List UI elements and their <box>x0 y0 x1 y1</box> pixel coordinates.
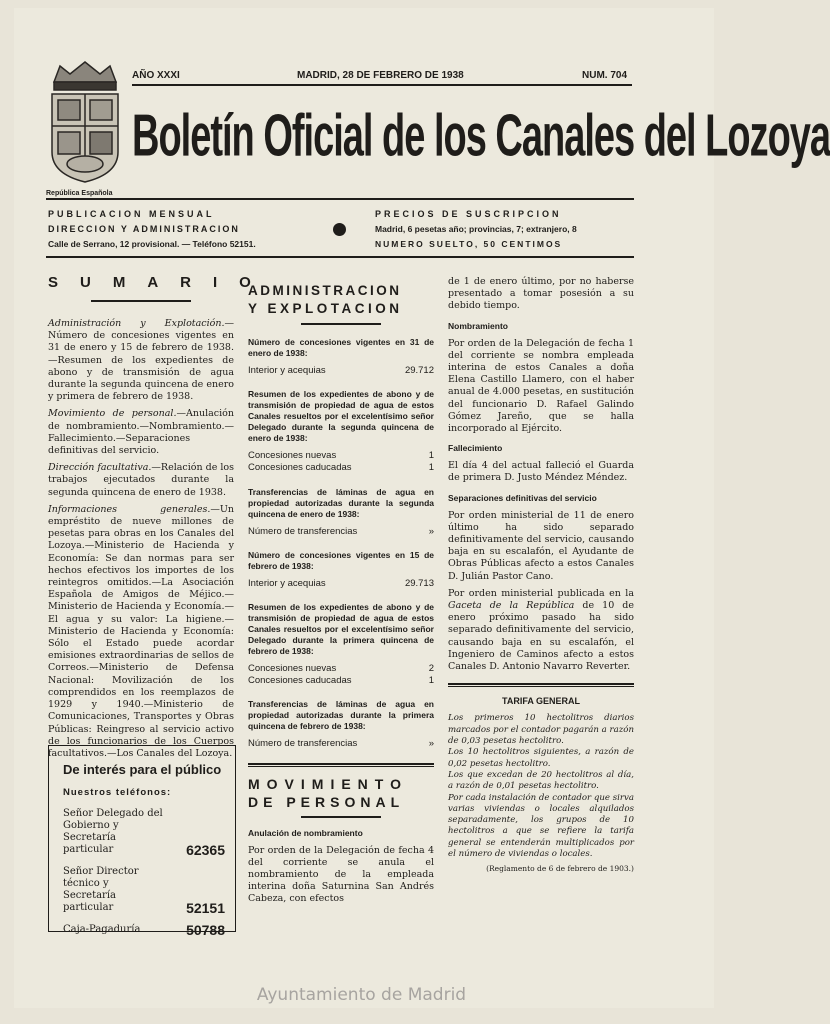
tarifa-double-rule <box>448 683 634 685</box>
continued-text: de 1 de enero último, por no haberse presentado a tomar posesión a su debido tiempo. <box>448 276 634 312</box>
admin-column <box>248 282 434 911</box>
fallecimiento-title: Fallecimiento <box>448 443 503 454</box>
anulacion-title: Anulación de nombramiento <box>248 827 363 838</box>
address-phone: Calle de Serrano, 12 provisional. — Teléfono 52151. <box>48 239 256 249</box>
admin-block-title: Número de concesiones vigentes en 15 de febrero de 1938: <box>248 549 434 571</box>
separaciones-title: Separaciones definitivas del servicio <box>448 492 597 503</box>
sumario-heading: SUMARIO <box>48 274 273 291</box>
movimiento-heading-2: DE PERSONAL <box>248 793 405 810</box>
phone-row: Caja-Pagaduría 50788 <box>63 922 225 938</box>
subscription-prices: Madrid, 6 pesetas año; provincias, 7; extranjero, 8 <box>375 224 577 234</box>
admin-row: Concesiones caducadas 1 <box>248 462 434 474</box>
tarifa-body: Los primeros 10 hectolitros diarios marcados por el contador pagarán a razón de 0,03 pesetas hectolitro. Los 10 hectolitros siguientes, a razón de 0,02 pesetas hectolitro. Los que excedan de 20 hectolitros al día, a razón de 0,01 pesetas hectolitro. Por cada instalación de contador que sirva varias viviendas o locales alquilados separadamente, los grupos de 10 hectolitros a que se refiere la tarifa general se entenderán multiplicados por el número de viviendas o locales. <box>448 713 634 860</box>
publication-frequency: PUBLICACION MENSUAL <box>48 209 215 219</box>
nombramiento-text: Por orden de la Delegación de fecha 1 del corriente se nombra empleada interina de estos Canales a doña Elena Castillo Llamero, con el haber anual de 4.000 pesetas, en sustitución del funcionario D. Rafael Galindo Gómez Jareño, que se halla incorporado al Ejército. <box>448 337 634 435</box>
separaciones-text-1: Por orden ministerial de 11 de enero último ha sido separado definitivamente del servicio, causando baja en su escalafón, el Ayudante de Obras Públicas afecto a estos Canales D. Julián Pastor Cano. <box>448 509 634 582</box>
phones-subtitle: Nuestros teléfonos: <box>63 787 172 798</box>
year-label: AÑO XXXI <box>132 70 180 81</box>
admin-rule <box>301 323 381 325</box>
admin-row: Concesiones caducadas 1 <box>248 675 434 687</box>
phone-row: Señor Director técnico y Secretaría particular 52151 <box>63 866 225 916</box>
sumario-item: Informaciones generales.—Un empréstito de nueve millones de pesetas para obras en los Canales del Lozoya.—Ministerio de Hacienda y Economía: Se dan normas para ser hechos efectivos los importes de los reintegros omitidos.—La Asociación Española de Amigos de Méjico.—Ministerio de Hacienda y Economía.—El agua y su valor: La higiene.—Ministerio de Hacienda y Economía: Sólo el Estado puede acordar emisiones extraordinarias de sellos de Correos.—Ministerio de Defensa Nacional: Movilización de los comprendidos en los reemplazos de 1929 y 1940.—Ministerio de Comunicaciones, Transportes y Obras Públicas: Reingreso al servicio activo de los funcionarios de los Cuerpos facultativos.—Los Canales del Lozoya. <box>48 503 234 759</box>
section-double-rule-thin <box>248 766 434 767</box>
tarifa-note: (Reglamento de 6 de febrero de 1903.) <box>486 864 634 874</box>
admin-block-title: Número de concesiones vigentes en 31 de enero de 1938: <box>248 337 434 358</box>
admin-row: Interior y acequias 29.712 <box>248 365 434 376</box>
coat-of-arms-icon <box>46 60 124 186</box>
sumario-item: Administración y Explotación.—Número de concesiones vigentes en 31 de enero y 15 de febrero de 1938.—Resumen de los expedientes de abono y de transmisión de agua durante la segunda quincena de enero y primera de febrero de 1938. <box>48 318 234 403</box>
dateline: MADRID, 28 DE FEBRERO DE 1938 <box>297 70 464 81</box>
admin-block-title: Transferencias de láminas de agua en propiedad autorizadas durante la primera quincena de febrero de 1938: <box>248 699 434 732</box>
bullet-icon <box>333 223 346 236</box>
interest-title: De interés para el público <box>63 762 222 777</box>
single-issue-price: NUMERO SUELTO, 50 CENTIMOS <box>375 239 563 249</box>
separaciones-text-2: Por orden ministerial publicada en la Gaceta de la República de 10 de enero próximo pasado ha sido separado definitivamente del servicio, causando baja en su escalafón, el Ingeniero de Caminos afecto a estos Canales D. Antonio Navarro Reverter. <box>448 587 634 673</box>
section-double-rule <box>248 763 434 765</box>
sumario-item: Movimiento de personal.—Anulación de nombramiento.—Nombramiento.—Fallecimiento.—Separaciones definitivas del servicio. <box>48 408 234 457</box>
admin-row: Concesiones nuevas 1 <box>248 450 434 462</box>
masthead-title: Boletín Oficial de los Canales del Lozoya <box>132 104 830 170</box>
admin-heading-2: Y EXPLOTACION <box>248 301 403 316</box>
admin-block-title: Transferencias de láminas de agua en propiedad autorizadas durante la segunda quincena de enero de 1938: <box>248 486 434 519</box>
admin-row: Interior y acequias 29.713 <box>248 577 434 589</box>
issue-number: NUM. 704 <box>582 70 628 81</box>
movimiento-rule <box>301 816 381 818</box>
phone-row: Señor Delegado del Gobierno y Secretaría particular 62365 <box>63 808 225 858</box>
sumario-item: Dirección facultativa.—Relación de los trabajos ejecutados durante la segunda quincena de enero de 1938. <box>48 462 234 498</box>
tarifa-double-rule-thin <box>448 686 634 687</box>
public-interest-box <box>48 745 236 938</box>
sumario-column <box>48 274 273 765</box>
tarifa-title: TARIFA GENERAL <box>502 696 580 707</box>
footer-watermark: Ayuntamiento de Madrid <box>256 985 467 1005</box>
movimiento-heading: MOVIMIENTO <box>248 775 408 792</box>
sumario-rule <box>91 300 191 302</box>
right-column <box>448 276 634 876</box>
direction-label: DIRECCION Y ADMINISTRACION <box>48 224 240 234</box>
admin-row: Número de transferencias » <box>248 525 434 537</box>
subscription-heading: PRECIOS DE SUSCRIPCION <box>375 209 562 219</box>
nombramiento-title: Nombramiento <box>448 320 508 331</box>
fallecimiento-text: El día 4 del actual falleció el Guarda de primera D. Justo Méndez Méndez. <box>448 460 634 484</box>
anulacion-text: Por orden de la Delegación de fecha 4 del corriente se anula el nombramiento de la empleada interina doña Saturnina San Andrés Cabeza, con efectos <box>248 844 434 905</box>
admin-heading: ADMINISTRACION <box>248 283 402 298</box>
subheader-bottom-rule <box>46 256 634 258</box>
admin-block-title: Resumen de los expedientes de abono y de transmisión de propiedad de agua de estos Canales resueltos por el excelentísimo señor Delegado durante la segunda quincena de enero de 1938: <box>248 389 434 444</box>
admin-row: Número de transferencias » <box>248 738 434 750</box>
admin-block-title: Resumen de los expedientes de abono y de transmisión de propiedad de agua de estos Canales resueltos por el excelentísimo señor Delegado durante la primera quincena de febrero de 1938: <box>248 602 434 657</box>
subheader-top-rule <box>46 198 634 200</box>
admin-row: Concesiones nuevas 2 <box>248 663 434 675</box>
crest-caption: República Española <box>46 190 113 197</box>
